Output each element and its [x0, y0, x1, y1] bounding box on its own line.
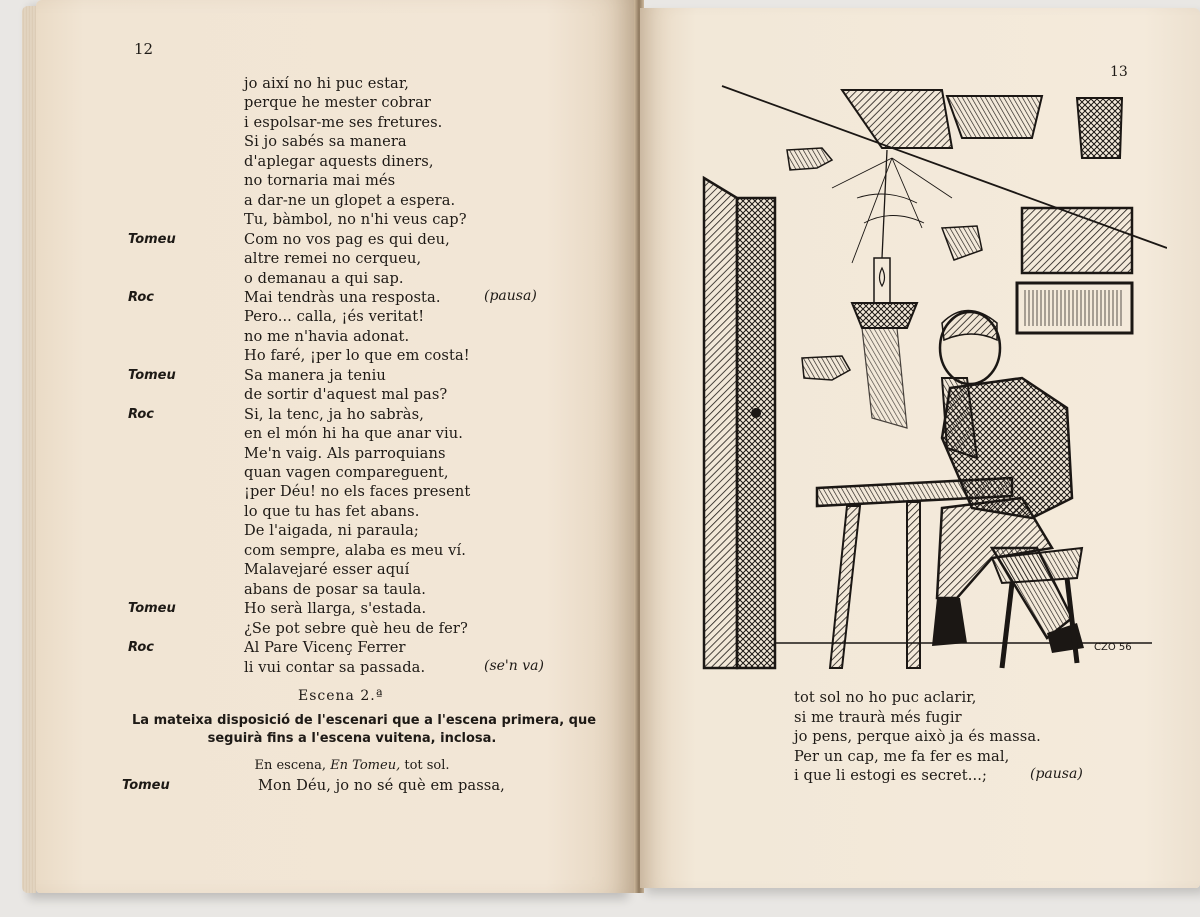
verse-line: i espolsar-me ses fretures. [244, 113, 443, 131]
illustration-signature: CZO 56 [1094, 642, 1132, 653]
verse-line: ¿Se pot sebre què heu de fer? [244, 619, 468, 637]
verse-line: en el món hi ha que anar viu. [244, 425, 464, 443]
verse-line: Com no vos pag es qui deu, [244, 230, 450, 248]
speaker-name: Tomeu [128, 601, 176, 617]
stool-leg [1002, 583, 1012, 668]
onstage-note [132, 757, 572, 775]
onstage-prefix: En escena, [254, 758, 327, 773]
verse-line: a dar-ne un glopet a espera. [244, 191, 456, 209]
hanging-lamp [852, 303, 917, 328]
scene-description-line-1: La mateixa disposició de l'escenari que a l'escena primera, que [132, 713, 597, 728]
verse-line: Ho serà llarga, s'estada. [244, 600, 427, 618]
wall-window [1022, 208, 1132, 273]
cobweb [832, 158, 952, 263]
scene-description-line-2: seguirà fins a l'escena vuitena, inclosa. [207, 731, 497, 746]
verse-line: si me traurà més fugir [794, 708, 962, 726]
scene-title: Escena 2.ª [298, 688, 384, 704]
verse-line: Ho faré, ¡per lo que em costa! [244, 347, 470, 365]
verse-line: quan vagen compareguent, [244, 464, 449, 481]
speaker-name: Roc [128, 406, 154, 422]
onstage-suffix: tot sol. [404, 758, 450, 773]
stage-direction: (pausa) [484, 287, 537, 304]
verse-line: de sortir d'aquest mal pas? [244, 386, 448, 404]
verse-line: li vui contar sa passada. [244, 658, 426, 676]
open-book [18, 0, 1188, 900]
verse-line: Sa manera ja teniu [244, 366, 386, 384]
speaker-name: Tomeu [128, 231, 176, 247]
verse-line: lo que tu has fet abans. [244, 502, 420, 520]
verse-line: Si, la tenc, ja ho sabràs, [244, 405, 424, 423]
verse-line: no me n'havia adonat. [244, 327, 410, 345]
page-number-right: 13 [1110, 64, 1128, 80]
verse-line: Pero... calla, ¡és veritat! [244, 308, 425, 326]
figure-shoe [932, 598, 967, 646]
ceiling-beam [842, 90, 952, 148]
lamp-candle [874, 258, 890, 303]
table-leg [907, 502, 920, 668]
verse-line: Al Pare Vicenç Ferrer [244, 639, 406, 657]
shelf-contents [1024, 290, 1124, 326]
door-panel [737, 198, 775, 668]
scene-description [132, 712, 597, 748]
speaker-name: Roc [128, 640, 154, 656]
lamp-shadow [862, 328, 907, 428]
onstage-name: En Tomeu, [330, 758, 401, 773]
verse-line: perque he mester cobrar [244, 94, 431, 112]
verse-line: tot sol no ho puc aclarir, [794, 689, 977, 706]
stage-direction: (pausa) [1030, 766, 1083, 782]
ink-illustration [692, 78, 1167, 678]
door-edge [704, 178, 737, 668]
verse-line: Tu, bàmbol, no n'hi veus cap? [244, 211, 467, 229]
candle-flame [880, 268, 885, 286]
verse-line: De l'aigada, ni paraula; [244, 522, 419, 540]
ceiling-beam [947, 96, 1042, 138]
page-number-left: 12 [134, 40, 154, 58]
ceiling-beam [1077, 98, 1122, 158]
verse-line: Mon Déu, jo no sé què em passa, [258, 777, 505, 794]
verse-line: com sempre, alaba es meu ví. [244, 541, 467, 559]
speaker-name: Roc [128, 289, 154, 305]
verse-line: no tornaria mai més [244, 172, 396, 190]
speaker-name: Tomeu [122, 778, 170, 793]
verse-line: ¡per Déu! no els faces present [244, 483, 471, 501]
verse-line: o demanau a qui sap. [244, 269, 404, 287]
verse-line: jo pens, perque això ja és massa. [794, 728, 1041, 745]
verse-line: d'aplegar aquests diners, [244, 152, 434, 170]
left-page [36, 0, 636, 893]
lamp-cord [882, 150, 887, 258]
right-page [640, 8, 1200, 888]
wall-patch [787, 148, 832, 170]
verse-line: Si jo sabés sa manera [244, 133, 407, 151]
door-keyhole [751, 408, 761, 418]
verse-line: i que li estogi es secret...; [794, 767, 987, 784]
speaker-name: Tomeu [128, 367, 176, 383]
verse-line: jo així no hi puc estar, [244, 75, 410, 92]
verse-line: Me'n vaig. Als parroquians [244, 444, 446, 462]
verse-line: Malavejaré esser aquí [244, 561, 410, 579]
wall-patch [942, 226, 982, 260]
stage-direction: (se'n va) [484, 657, 544, 674]
verse-line: Per un cap, me fa fer es mal, [794, 747, 1010, 765]
verse-line: Mai tendràs una resposta. [244, 288, 441, 306]
verse-line: abans de posar sa taula. [244, 580, 427, 598]
wall-patch [802, 356, 850, 380]
verse-line: altre remei no cerqueu, [244, 250, 422, 268]
